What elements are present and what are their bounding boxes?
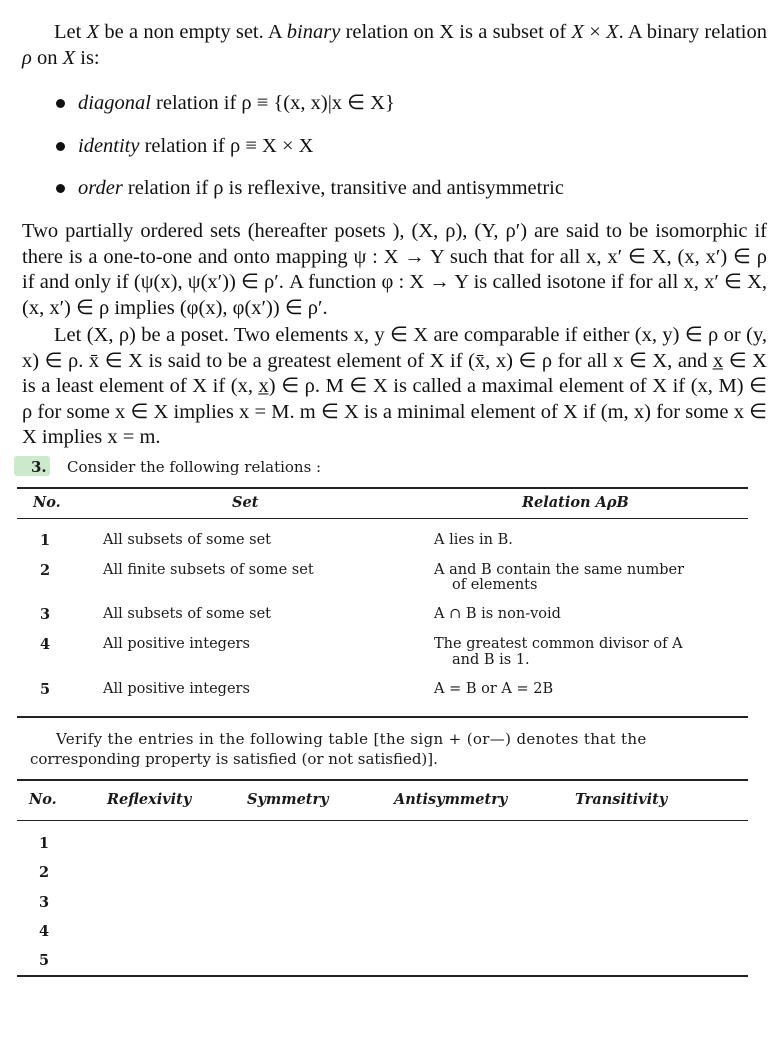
table2-top-rule [17,779,748,781]
row-relation-cont: and B is 1. [452,652,530,668]
problem-title: Consider the following relations : [67,458,322,476]
row-set: All positive integers [103,636,250,652]
intro-paragraph [22,20,767,71]
table2-header-rule [17,820,748,821]
row-number: 3 [40,606,51,623]
bullet-term: identity [78,134,140,157]
row-relation: A ∩ B is non-void [434,606,561,622]
table-row: 2 [39,864,50,881]
verify-line-1: Verify the entries in the following table [the sign + (or—) denotes that the [56,730,647,748]
table2-bottom-rule [17,975,748,977]
table-row: 3 [39,894,50,911]
table1-header-rule [17,518,748,519]
table2-header-antisymmetry: Antisymmetry [394,791,508,808]
table2-header-no: No. [29,791,57,808]
bullet-icon [56,142,65,151]
row-set: All subsets of some set [103,606,271,622]
row-relation: A and B contain the same number [434,562,685,578]
bullet-term: order [78,177,123,199]
row-number: 5 [40,681,51,698]
verify-line-2: corresponding property is satisfied (or not satisfied)]. [30,750,438,768]
table1-header-relation: Relation AρB [522,494,629,511]
poset-paragraph: Let (X, ρ) be a poset. Two elements x, y ∈ X are comparable if either (x, y) ∈ ρ or (y, x) ∈ ρ. x̄ ∈ X is said to be a greatest element of X if (x̄, x) ∈ ρ for all x ∈ X, and x̲ ∈ X is a least element of X if (x, x̲) ∈ ρ. M ∈ X is called a maximal element of X if (x, M) ∈ ρ for some x ∈ X implies x = M. m ∈ X is a minimal element of X if (m, x) for some x ∈ X implies x = m. [22,324,767,449]
list-item [56,175,756,218]
intro-text: Let X be a non empty set. A binary relation on X is a subset of X × X. A binary relation ρ on X is: [22,21,767,69]
table-row: 4 [39,923,50,940]
bullet-term: diagonal [78,92,151,114]
row-set: All subsets of some set [103,532,271,548]
row-relation: A = B or A = 2B [434,681,554,697]
row-relation: A lies in B. [434,532,513,548]
bullet-text: relation if ρ ≡ X × X [139,134,314,157]
isomorphic-paragraph: Two partially ordered sets (hereafter posets ), (X, ρ), (Y, ρ′) are said to be isomorphic if there is a one-to-one and onto mapping ψ : X → Y such that for all x, x′ ∈ X, (x, x′) ∈ ρ if and only if (ψ(x), ψ(x′)) ∈ ρ′. A function φ : X → Y is called isotone if for all x, x′ ∈ X, (x, x′) ∈ ρ implies (φ(x), φ(x′)) ∈ ρ′. [22,220,767,319]
row-number: 2 [40,562,51,579]
bullet-icon [56,99,65,108]
list-item [56,133,756,176]
bullet-icon [56,184,65,193]
bullet-text: relation if ρ ≡ {(x, x)|x ∈ X} [150,92,395,114]
problem-number: 3. [31,458,47,476]
table2-header-reflexivity: Reflexivity [107,791,192,808]
row-set: All finite subsets of some set [103,562,314,578]
table1-header-set: Set [232,494,259,511]
row-relation: The greatest common divisor of A [434,636,683,652]
row-relation-cont: of elements [452,577,538,593]
table-row: 1 [39,835,50,852]
table-row: 5 [39,952,50,969]
table2-header-transitivity: Transitivity [575,791,668,808]
table1-bottom-rule [17,716,748,718]
row-set: All positive integers [103,681,250,697]
relation-type-list [56,90,756,218]
row-number: 4 [40,636,51,653]
list-item [56,90,756,133]
bullet-text: relation if ρ is reflexive, transitive and antisymmetric [122,177,564,199]
row-number: 1 [40,532,51,549]
table1-top-rule [17,487,748,489]
table1-header-no: No. [33,494,61,511]
table2-header-symmetry: Symmetry [247,791,329,808]
